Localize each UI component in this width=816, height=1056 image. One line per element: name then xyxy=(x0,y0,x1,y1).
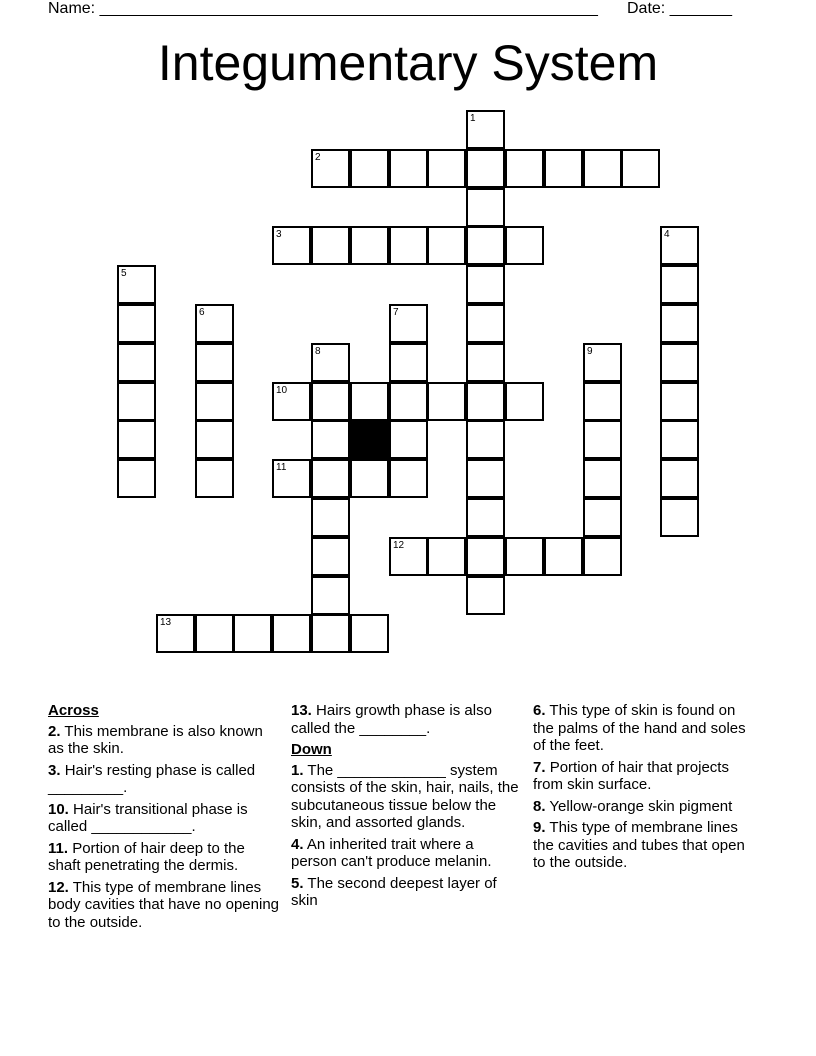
crossword-cell[interactable] xyxy=(466,265,505,304)
crossword-cell[interactable] xyxy=(583,498,622,537)
clue-across-10: 10. Hair's transitional phase is called ____________. xyxy=(48,800,248,835)
crossword-cell[interactable] xyxy=(660,304,699,343)
crossword-cell[interactable] xyxy=(117,304,156,343)
crossword-cell[interactable] xyxy=(389,304,428,343)
crossword-cell[interactable] xyxy=(195,304,234,343)
crossword-cell[interactable] xyxy=(466,459,505,498)
name-label: Name: xyxy=(48,0,96,17)
crossword-cell[interactable] xyxy=(272,614,311,653)
clue-down-8: 8. Yellow-orange skin pigment xyxy=(533,797,733,815)
crossword-cell[interactable] xyxy=(660,459,699,498)
crossword-cell[interactable] xyxy=(350,226,389,265)
crossword-cell[interactable] xyxy=(311,420,350,459)
across-heading: Across xyxy=(48,702,99,719)
clue-down-7: 7. Portion of hair that projects from skin surface. xyxy=(533,758,729,793)
crossword-cell[interactable] xyxy=(505,537,544,576)
name-blank[interactable]: ________________________________________________________ xyxy=(99,0,598,17)
clue-across-11: 11. Portion of hair deep to the shaft penetrating the dermis. xyxy=(48,839,245,874)
crossword-cell[interactable] xyxy=(466,420,505,459)
page-title: Integumentary System xyxy=(157,35,659,91)
crossword-cell[interactable] xyxy=(389,226,428,265)
crossword-cell[interactable] xyxy=(195,382,234,421)
crossword-cell[interactable] xyxy=(466,110,505,149)
crossword-cell[interactable] xyxy=(350,614,389,653)
crossword-cell[interactable] xyxy=(660,343,699,382)
clue-across-2: 2. This membrane is also known as the skin. xyxy=(48,722,263,757)
crossword-cell[interactable] xyxy=(156,614,195,653)
clue-number: 1 xyxy=(470,113,476,124)
crossword-cell[interactable] xyxy=(505,382,544,421)
clue-number: 6 xyxy=(199,307,205,318)
crossword-cell[interactable] xyxy=(427,537,466,576)
crossword-cell[interactable] xyxy=(272,459,311,498)
crossword-cell[interactable] xyxy=(311,226,350,265)
crossword-cell[interactable] xyxy=(389,459,428,498)
crossword-cell[interactable] xyxy=(311,343,350,382)
clue-number: 11 xyxy=(276,462,287,473)
crossword-cell[interactable] xyxy=(660,226,699,265)
crossword-cell[interactable] xyxy=(350,149,389,188)
crossword-cell[interactable] xyxy=(427,226,466,265)
crossword-cell[interactable] xyxy=(117,382,156,421)
crossword-cell[interactable] xyxy=(544,149,583,188)
crossword-cell[interactable] xyxy=(466,382,505,421)
crossword-cell[interactable] xyxy=(427,149,466,188)
crossword-cell[interactable] xyxy=(583,382,622,421)
clue-number: 4 xyxy=(664,229,670,240)
crossword-cell[interactable] xyxy=(117,343,156,382)
crossword-cell[interactable] xyxy=(311,382,350,421)
crossword-cell[interactable] xyxy=(466,498,505,537)
crossword-cell[interactable] xyxy=(660,420,699,459)
clue-across-3: 3. Hair's resting phase is called _________. xyxy=(48,761,256,796)
crossword-cell[interactable] xyxy=(466,343,505,382)
clues-column-1 xyxy=(48,702,280,935)
crossword-cell[interactable] xyxy=(389,343,428,382)
clue-number: 12 xyxy=(393,540,405,551)
clue-down-9: 9. This type of membrane lines the cavities and tubes that open to the outside. xyxy=(533,819,745,871)
crossword-cell[interactable] xyxy=(583,420,622,459)
crossword-cell[interactable] xyxy=(505,149,544,188)
crossword-cell[interactable] xyxy=(311,537,350,576)
crossword-cell[interactable] xyxy=(466,304,505,343)
crossword-cell[interactable] xyxy=(466,226,505,265)
crossword-cell[interactable] xyxy=(272,382,311,421)
clues-column-3 xyxy=(533,702,758,876)
crossword-cell[interactable] xyxy=(311,149,350,188)
crossword-cell[interactable] xyxy=(195,420,234,459)
crossword-cell[interactable] xyxy=(660,265,699,304)
clue-across-13: 13. Hairs growth phase is also called the ________. xyxy=(291,702,492,737)
crossword-cell[interactable] xyxy=(466,576,505,615)
crossword-cell[interactable] xyxy=(466,149,505,188)
clue-down-5: 5. The second deepest layer of skin xyxy=(291,874,497,909)
crossword-cell[interactable] xyxy=(583,149,622,188)
crossword-cell[interactable] xyxy=(311,459,350,498)
black-cell xyxy=(350,420,389,459)
crossword-cell[interactable] xyxy=(621,149,660,188)
crossword-cell[interactable] xyxy=(583,537,622,576)
crossword-cell[interactable] xyxy=(272,226,311,265)
crossword-cell[interactable] xyxy=(544,537,583,576)
clue-down-4: 4. An inherited trait where a person can't produce melanin. xyxy=(291,835,492,870)
crossword-cell[interactable] xyxy=(389,537,428,576)
clue-number: 13 xyxy=(160,617,172,628)
date-blank[interactable]: _______ xyxy=(669,0,732,17)
crossword-cell[interactable] xyxy=(117,459,156,498)
clue-number: 8 xyxy=(315,346,321,357)
clue-down-6: 6. This type of skin is found on the palms of the hand and soles of the feet. xyxy=(533,702,746,754)
crossword-cell[interactable] xyxy=(195,343,234,382)
crossword-cell[interactable] xyxy=(117,420,156,459)
down-heading: Down xyxy=(291,741,332,758)
crossword-cell[interactable] xyxy=(660,498,699,537)
crossword-cell[interactable] xyxy=(311,576,350,615)
crossword-cell[interactable] xyxy=(466,188,505,227)
clue-number: 9 xyxy=(587,346,593,357)
clues-column-2 xyxy=(291,702,523,914)
clue-number: 7 xyxy=(393,307,399,318)
clue-number: 5 xyxy=(121,268,127,279)
clue-across-12: 12. This type of membrane lines body cavities that have no opening to the outside. xyxy=(48,878,279,931)
date-label: Date: xyxy=(627,0,666,17)
crossword-cell[interactable] xyxy=(389,420,428,459)
crossword-cell[interactable] xyxy=(311,614,350,653)
crossword-cell[interactable] xyxy=(466,537,505,576)
crossword-cell[interactable] xyxy=(311,498,350,537)
crossword-cell[interactable] xyxy=(233,614,272,653)
crossword-cell[interactable] xyxy=(389,149,428,188)
clue-down-1: 1. The _____________ system consists of the skin, hair, nails, the subcutaneous tissue below the skin, and assorted glands. xyxy=(291,761,519,831)
crossword-cell[interactable] xyxy=(583,459,622,498)
clue-number: 3 xyxy=(276,229,282,240)
clue-number: 10 xyxy=(276,385,288,396)
crossword-cell[interactable] xyxy=(427,382,466,421)
crossword-cell[interactable] xyxy=(505,226,544,265)
crossword-cell[interactable] xyxy=(389,382,428,421)
crossword-cell[interactable] xyxy=(350,459,389,498)
crossword-cell[interactable] xyxy=(195,614,234,653)
clue-number: 2 xyxy=(315,152,321,163)
crossword-cell[interactable] xyxy=(350,382,389,421)
crossword-cell[interactable] xyxy=(660,382,699,421)
crossword-cell[interactable] xyxy=(583,343,622,382)
crossword-cell[interactable] xyxy=(195,459,234,498)
crossword-cell[interactable] xyxy=(117,265,156,304)
